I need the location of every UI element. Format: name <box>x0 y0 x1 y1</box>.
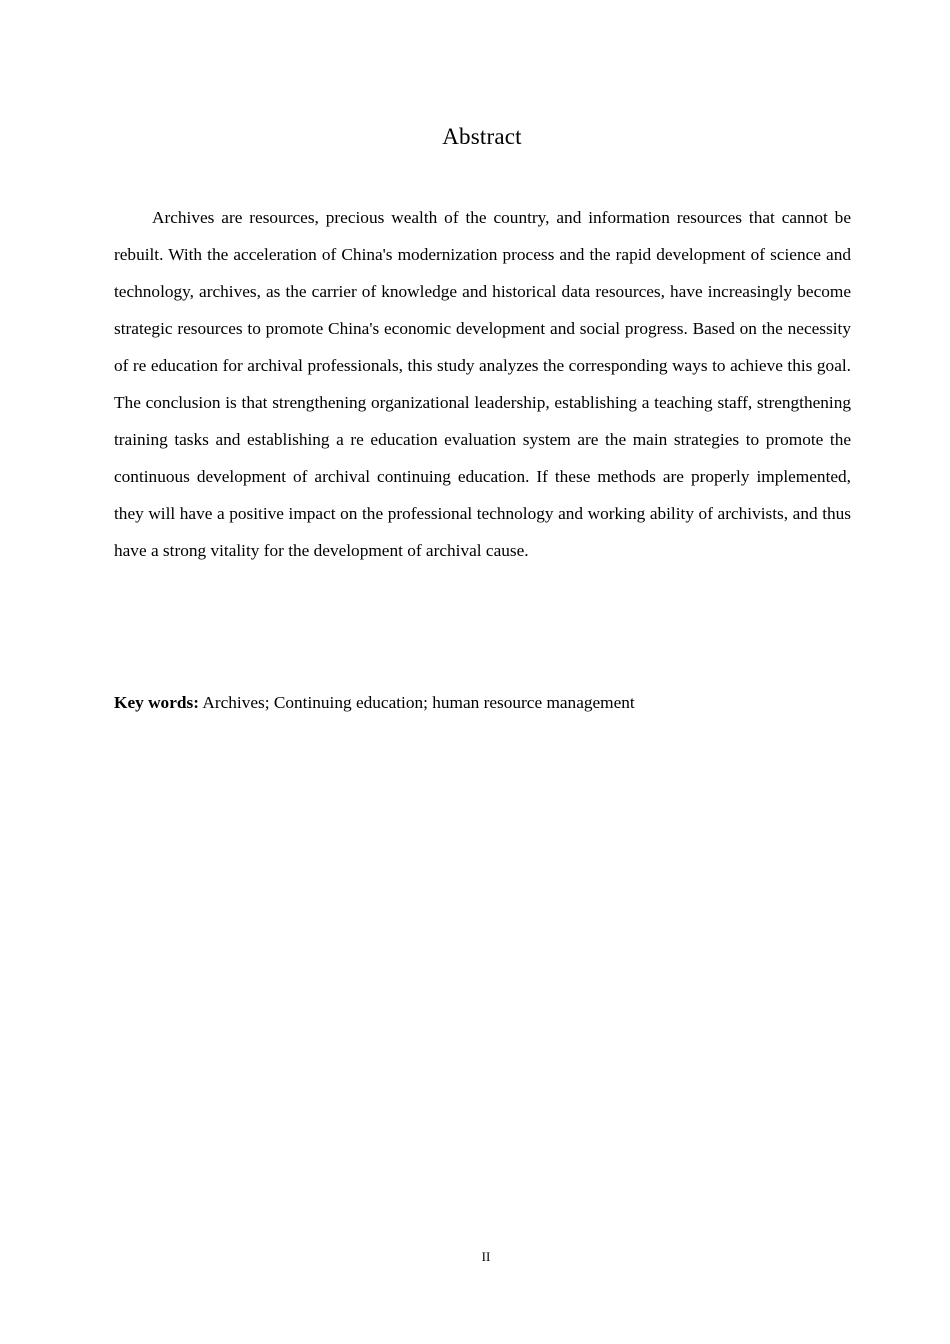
keywords-line <box>114 686 851 720</box>
keywords-value: Archives; Continuing education; human resource management <box>202 693 635 712</box>
page-number: II <box>481 1249 491 1264</box>
page-title: Abstract <box>442 124 522 149</box>
keywords-label: Key words: <box>114 693 199 712</box>
abstract-paragraph: Archives are resources, precious wealth of the country, and information resources that cannot be rebuilt. With the acceleration of China's modernization process and the rapid development of science and technology, archives, as the carrier of knowledge and historical data resources, have increasingly become strategic resources to promote China's economic development and social progress. Based on the necessity of re education for archival professionals, this study analyzes the corresponding ways to achieve this goal. The conclusion is that strengthening organizational leadership, establishing a teaching staff, strengthening training tasks and establishing a re education evaluation system are the main strategies to promote the continuous development of archival continuing education. If these methods are properly implemented, they will have a positive impact on the professional technology and working ability of archivists, and thus have a strong vitality for the development of archival cause. <box>114 208 851 560</box>
